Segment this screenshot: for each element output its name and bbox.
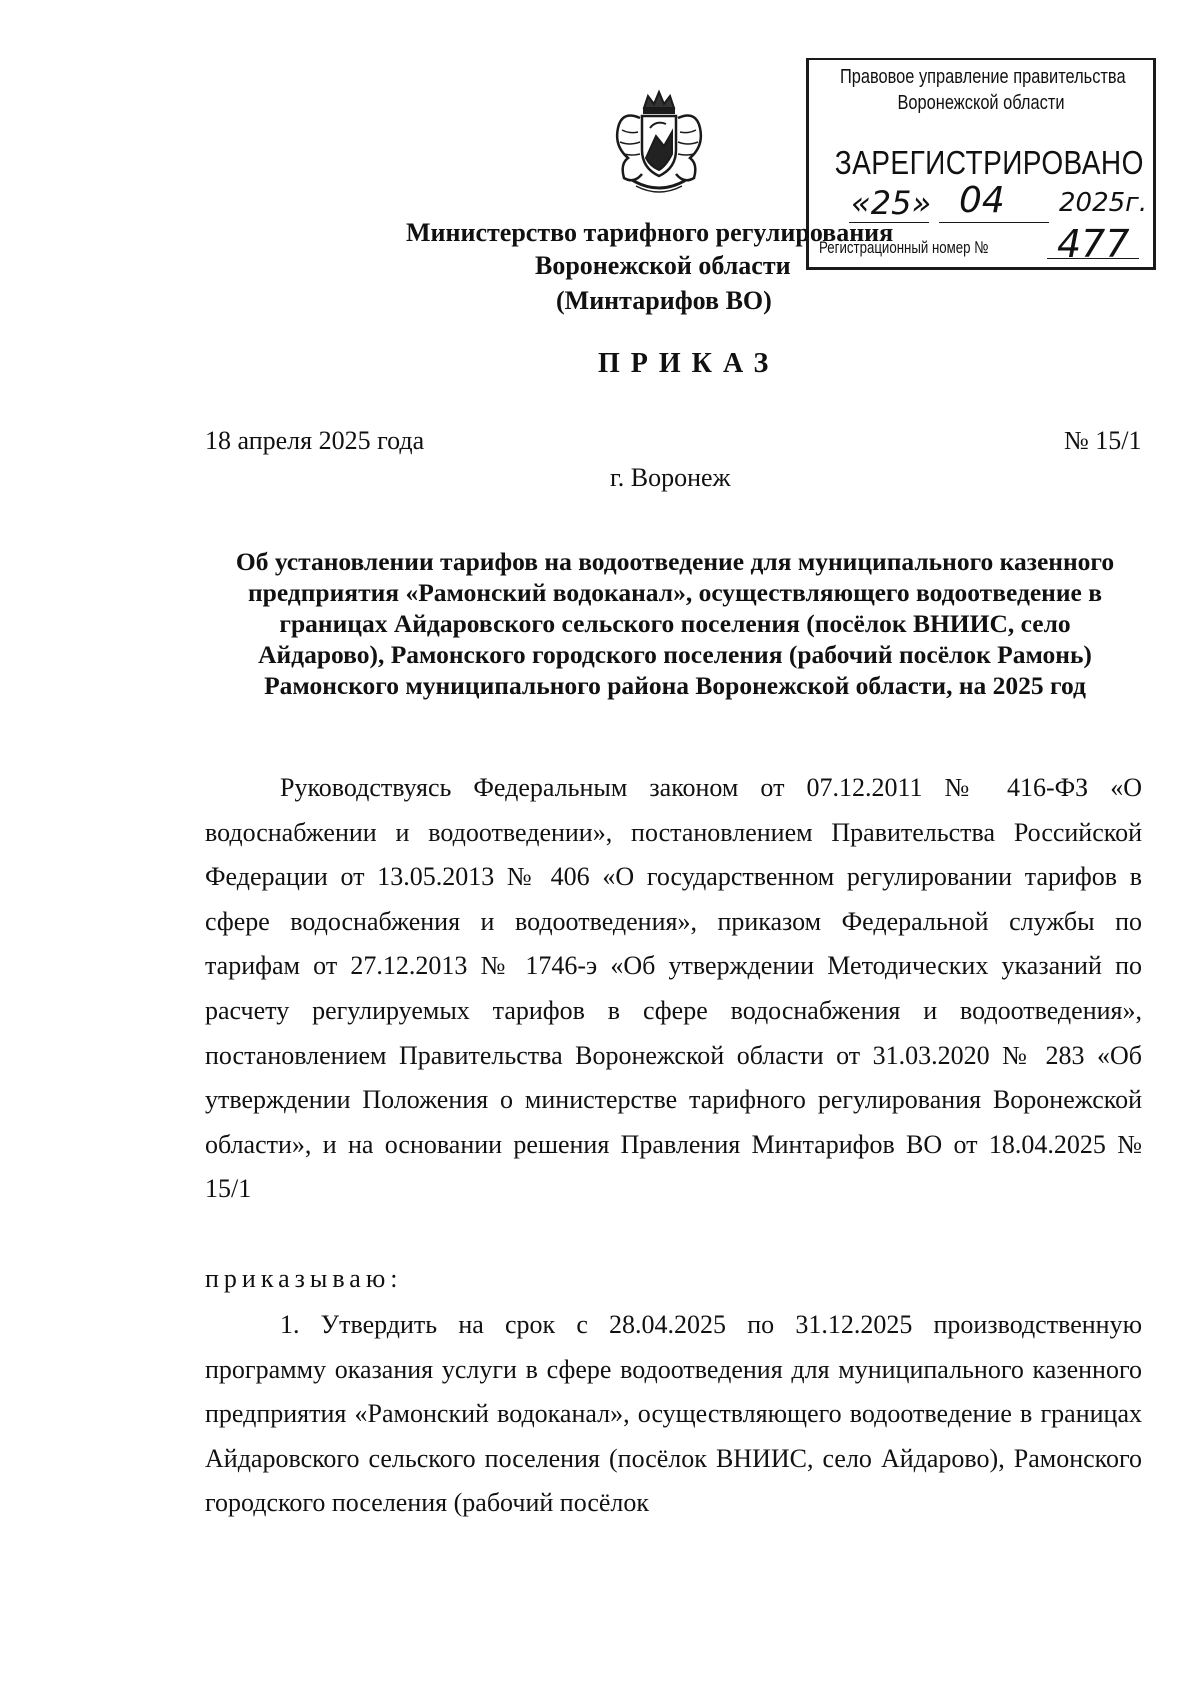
- document-subject: Об установлении тарифов на водоотведение для муниципального казенного предприятия «Рамонский водоканал», осуществляющего водоотведение в границах Айдаровского сельского поселения (посёлок ВНИИС, село Айдарово), Рамонского городского поселения (рабочий посёлок Рамонь) Рамонского муниципального района Воронежской области, на 2025 год: [235, 547, 1115, 700]
- item-1-paragraph: 1. Утвердить на срок с 28.04.2025 по 31.12.2025 производственную программу оказания услуги в сфере водоотведения для муниципального казенного предприятия «Рамонский водоканал», осуществляющего водоотведение в границах Айдаровского сельского поселения (посёлок ВНИИС, село Айдарово), Рамонского городского поселения (рабочий посёлок: [205, 1310, 1142, 1518]
- stamp-status: ЗАРЕГИСТРИРОВАНО: [834, 144, 1144, 181]
- document-number: № 15/1: [1064, 426, 1142, 455]
- ministry-name-line1: Министерство тарифного регулирования: [406, 218, 894, 247]
- ministry-short-name: (Минтарифов ВО): [556, 286, 772, 315]
- document-date: 18 апреля 2025 года: [205, 426, 425, 455]
- preamble-paragraph: Руководствуясь Федеральным законом от 07.12.2011 № 416-ФЗ «О водоснабжении и водоотведении», постановлением Правительства Российской Федерации от 13.05.2013 № 406 «О государственном регулировании тарифов в сфере водоснабжения и водоотведения», приказом Федеральной службы по тарифам от 27.12.2013 № 1746-э «Об утверждении Методических указаний по расчету регулируемых тарифов в сфере водоснабжения и водоотведения», постановлением Правительства Воронежской области от 31.03.2020 № 283 «Об утверждении Положения о министерстве тарифного регулирования Воронежской области», и на основании решения Правления Минтарифов ВО от 18.04.2025 № 15/1: [205, 773, 1142, 1204]
- coat-of-arms-emblem: [610, 88, 708, 196]
- stamp-day: «25»: [851, 184, 932, 222]
- order-word: приказываю:: [205, 1264, 403, 1293]
- document-type-title: ПРИКАЗ: [598, 348, 780, 379]
- stamp-org-line2: Воронежской области: [897, 92, 1065, 114]
- stamp-reg-number: 477: [1057, 222, 1130, 266]
- stamp-month: 04: [959, 180, 1005, 221]
- stamp-org-line1: Правовое управление правительства: [839, 66, 1126, 88]
- ministry-name-line2: Воронежской области: [535, 251, 791, 280]
- stamp-reg-label: Регистрационный номер №: [819, 238, 989, 257]
- stamp-month-underline: [939, 222, 1049, 223]
- stamp-year: 2025г.: [1059, 188, 1148, 218]
- document-city: г. Воронеж: [610, 463, 731, 492]
